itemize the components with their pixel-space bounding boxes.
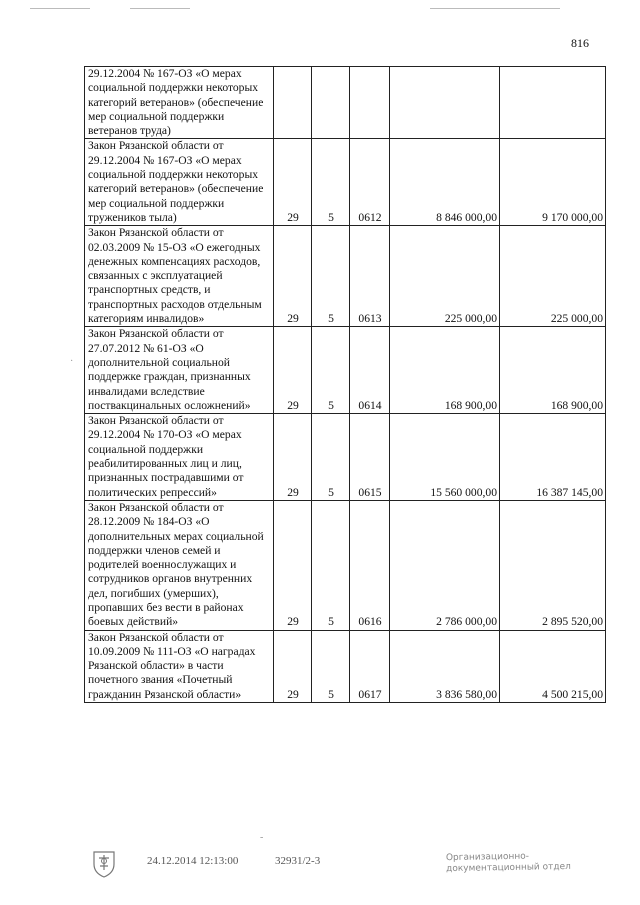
row-code-1: 29: [274, 139, 312, 226]
row-amount-1: [390, 67, 500, 139]
row-code-3: 0612: [350, 139, 390, 226]
table-row: [85, 139, 606, 226]
table-row: [85, 630, 606, 702]
dept-line-2: документационный отдел: [446, 861, 571, 875]
row-code-3: 0616: [350, 500, 390, 630]
row-amount-2: 16 387 145,00: [500, 414, 606, 501]
row-code-1: 29: [274, 630, 312, 702]
budget-table: [84, 66, 606, 703]
row-amount-2: 9 170 000,00: [500, 139, 606, 226]
dept-line-1: Организационно-: [445, 851, 530, 864]
row-text: Закон Рязанской области от 29.12.2004 № 167-ОЗ «О мерах социальной поддержки некоторых категорий ветеранов» (обеспечение мер социальной поддержки тружеников тыла): [85, 139, 274, 226]
row-text: Закон Рязанской области от 02.03.2009 № 15-ОЗ «О ежегодных денежных компенсациях расходов, связанных с эксплуатацией транспортных средств, и транспортных расходов отдельным категориям инвалидов»: [85, 226, 274, 327]
row-text: Закон Рязанской области от 29.12.2004 № 170-ОЗ «О мерах социальной поддержки реабилитированных лиц и лиц, признанных пострадавшими от политических репрессий»: [85, 414, 274, 501]
row-code-3: 0617: [350, 630, 390, 702]
row-amount-1: 3 836 580,00: [390, 630, 500, 702]
row-code-2: 5: [312, 226, 350, 327]
row-code-2: 5: [312, 327, 350, 414]
table-row: [85, 226, 606, 327]
row-code-3: 0613: [350, 226, 390, 327]
row-amount-2: 225 000,00: [500, 226, 606, 327]
footer-doc-code: 32931/2-3: [275, 855, 321, 867]
row-code-1: 29: [274, 327, 312, 414]
row-amount-1: 15 560 000,00: [390, 414, 500, 501]
page-number: 816: [571, 36, 589, 50]
row-code-1: 29: [274, 500, 312, 630]
row-code-3: 0615: [350, 414, 390, 501]
row-text: 29.12.2004 № 167-ОЗ «О мерах социальной поддержки некоторых категорий ветеранов» (обеспечение мер социальной поддержки ветеранов труда): [85, 67, 274, 139]
row-amount-1: 225 000,00: [390, 226, 500, 327]
row-amount-1: 8 846 000,00: [390, 139, 500, 226]
row-code-2: 5: [312, 414, 350, 501]
table-row: [85, 500, 606, 630]
footer-datetime: 24.12.2014 12:13:00: [147, 855, 239, 867]
table-row: [85, 67, 606, 139]
row-text: Закон Рязанской области от 27.07.2012 № 61-ОЗ «О дополнительной социальной поддержке граждан, признанных инвалидами вследствие поствакцинальных осложнений»: [85, 327, 274, 414]
row-amount-2: 168 900,00: [500, 327, 606, 414]
row-code-2: 5: [312, 139, 350, 226]
coat-of-arms-icon: [91, 848, 117, 883]
row-amount-1: 2 786 000,00: [390, 500, 500, 630]
top-rule-mid: [130, 8, 190, 9]
scan-mark: ·: [70, 356, 74, 367]
row-code-2: 5: [312, 500, 350, 630]
row-text: Закон Рязанской области от 10.09.2009 № 111-ОЗ «О наградах Рязанской области» в части почетного звания «Почетный гражданин Рязанской области»: [85, 630, 274, 702]
row-amount-2: 4 500 215,00: [500, 630, 606, 702]
table-row: [85, 414, 606, 501]
row-code-2: [312, 67, 350, 139]
row-code-3: 0614: [350, 327, 390, 414]
row-code-3: [350, 67, 390, 139]
row-code-1: [274, 67, 312, 139]
row-code-1: 29: [274, 226, 312, 327]
department-stamp: [446, 851, 571, 875]
top-rule-left: [30, 8, 90, 9]
row-code-2: 5: [312, 630, 350, 702]
row-amount-1: 168 900,00: [390, 327, 500, 414]
row-text: Закон Рязанской области от 28.12.2009 № 184-ОЗ «О дополнительных мерах социальной поддержки членов семей и родителей военнослужащих и сотрудников органов внутренних дел, погибших (умерших), пропавших без вести в районах боевых действий»: [85, 500, 274, 630]
top-rule-right: [430, 8, 560, 9]
table-row: [85, 327, 606, 414]
row-code-1: 29: [274, 414, 312, 501]
row-amount-2: 2 895 520,00: [500, 500, 606, 630]
scan-mark: -: [260, 832, 264, 843]
row-amount-2: [500, 67, 606, 139]
